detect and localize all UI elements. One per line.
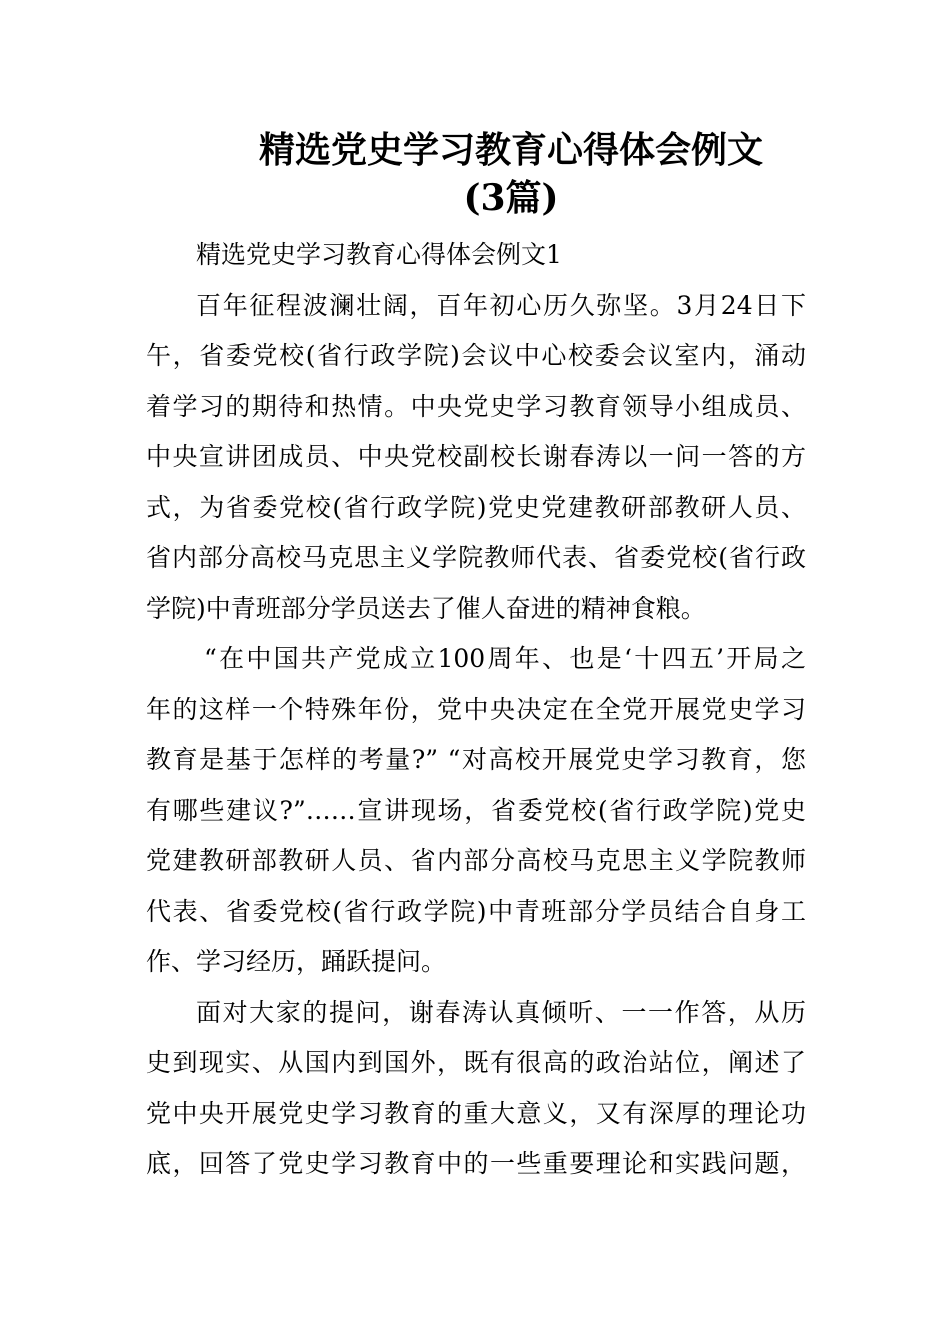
text-line: 百年征程波澜壮阔，百年初心历久弥坚。3月24日下: [196, 290, 806, 320]
text-line: 学院)中青班部分学员送去了催人奋进的精神食粮。: [146, 593, 706, 623]
text-line: 党建教研部教研人员、省内部分高校马克思主义学院教师: [146, 846, 806, 875]
text-line: 作、学习经历，踊跃提问。: [146, 947, 447, 976]
text-line: 午，省委党校(省行政学院)会议中心校委会议室内，涌动: [146, 341, 806, 370]
text-line: 省内部分高校马克思主义学院教师代表、省委党校(省行政: [146, 543, 806, 572]
document-title-count: (3篇): [463, 177, 559, 219]
text-line: 史到现实、从国内到国外，既有很高的政治站位，阐述了: [146, 1048, 806, 1077]
text-line: “在中国共产党成立100周年、也是‘十四五’开局之: [204, 644, 806, 673]
text-line: 代表、省委党校(省行政学院)中青班部分学员结合自身工: [146, 896, 806, 926]
document-body: [146, 230, 806, 1190]
text-line: 中央宣讲团成员、中央党校副校长谢春涛以一问一答的方: [146, 442, 806, 471]
text-line: 着学习的期待和热情。中央党史学习教育领导小组成员、: [146, 391, 806, 421]
section-heading: 精选党史学习教育心得体会例文1: [196, 240, 562, 269]
text-line: 年的这样一个特殊年份，党中央决定在全党开展党史学习: [146, 694, 806, 724]
text-line: 式，为省委党校(省行政学院)党史党建教研部教研人员、: [146, 492, 806, 522]
text-line: 有哪些建议?”……宣讲现场，省委党校(省行政学院)党史: [146, 795, 806, 825]
text-line: 教育是基于怎样的考量?” “对高校开展党史学习教育，您: [146, 745, 806, 774]
text-line: 党中央开展党史学习教育的重大意义，又有深厚的理论功: [146, 1098, 806, 1128]
document-title: 精选党史学习教育心得体会例文: [258, 129, 763, 171]
text-line: 面对大家的提问，谢春涛认真倾听、一一作答，从历: [196, 997, 806, 1027]
text-line: 底，回答了党史学习教育中的一些重要理论和实践问题，: [146, 1149, 806, 1178]
